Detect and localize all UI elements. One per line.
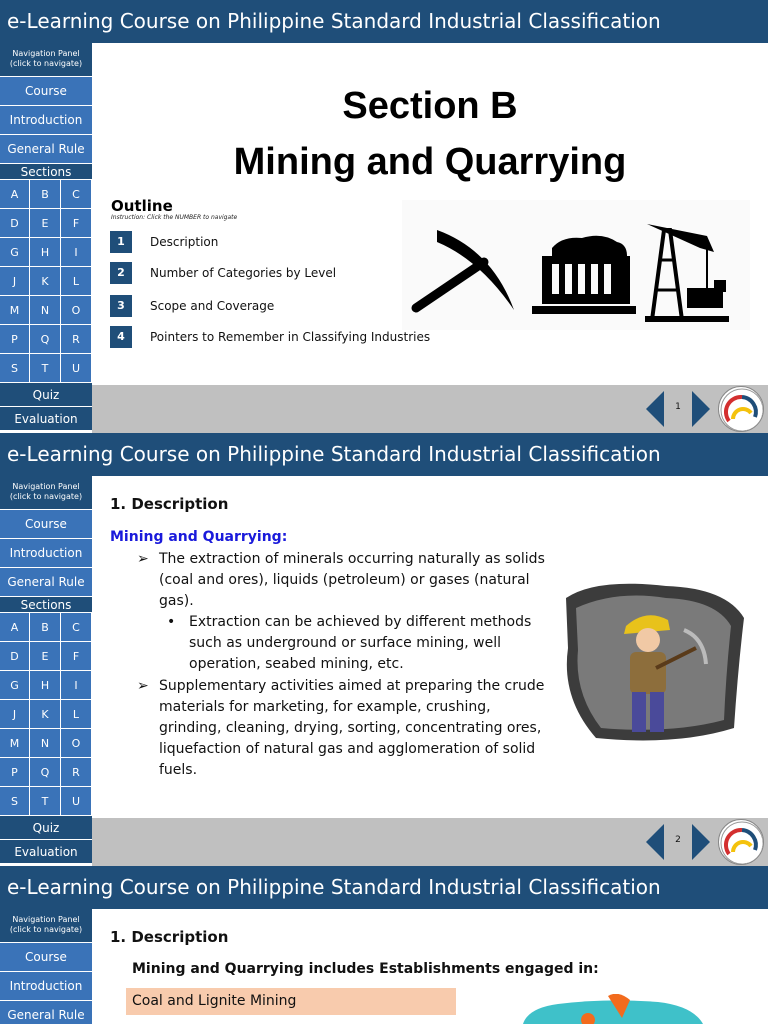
slide-2: [0, 433, 768, 866]
section-b-button[interactable]: B: [30, 613, 61, 642]
section-l-button[interactable]: L: [61, 267, 92, 296]
section-title: [92, 78, 768, 190]
section-e-button[interactable]: E: [30, 209, 61, 238]
nav-header-title: Navigation Panel: [12, 49, 80, 58]
section-s-button[interactable]: S: [0, 787, 30, 816]
dot-bullet-icon: •: [167, 614, 176, 630]
section-h-button[interactable]: H: [30, 671, 61, 700]
section-p-button[interactable]: P: [0, 325, 30, 354]
section-u-button[interactable]: U: [61, 354, 92, 383]
next-slide-arrow[interactable]: [692, 391, 710, 427]
section-letter-grid: [0, 180, 92, 383]
nav-course-button[interactable]: Course: [0, 77, 92, 106]
nav-quiz-button[interactable]: Quiz: [0, 383, 92, 407]
footer-bar: [92, 385, 768, 433]
nav-header-title: Navigation Panel: [12, 915, 80, 924]
nav-sections-label: Sections: [0, 597, 92, 613]
section-title-line2: Mining and Quarrying: [233, 141, 627, 183]
psa-logo: [718, 386, 764, 432]
description-heading: 1. Description: [110, 495, 229, 513]
section-j-button[interactable]: J: [0, 700, 30, 729]
section-e-button[interactable]: E: [30, 642, 61, 671]
section-r-button[interactable]: R: [61, 758, 92, 787]
course-title-bar: e-Learning Course on Philippine Standard Industrial Classification: [0, 433, 768, 476]
miner-illustration: [556, 578, 746, 748]
outline-number-3-button[interactable]: 3: [110, 295, 132, 317]
section-o-button[interactable]: O: [61, 729, 92, 758]
page-number: 2: [675, 835, 681, 845]
section-g-button[interactable]: G: [0, 671, 30, 700]
nav-header-hint: (click to navigate): [9, 925, 83, 934]
nav-header: [0, 476, 92, 510]
section-m-button[interactable]: M: [0, 729, 30, 758]
coal-lignite-item[interactable]: Coal and Lignite Mining: [126, 988, 456, 1015]
section-i-button[interactable]: I: [61, 671, 92, 700]
arrow-bullet-icon: ➢: [137, 551, 149, 567]
section-k-button[interactable]: K: [30, 700, 61, 729]
nav-introduction-button[interactable]: Introduction: [0, 972, 92, 1001]
section-letter-grid: [0, 613, 92, 816]
section-d-button[interactable]: D: [0, 209, 30, 238]
section-h-button[interactable]: H: [30, 238, 61, 267]
section-o-button[interactable]: O: [61, 296, 92, 325]
section-n-button[interactable]: N: [30, 296, 61, 325]
nav-quiz-button[interactable]: Quiz: [0, 816, 92, 840]
course-title-bar: e-Learning Course on Philippine Standard Industrial Classification: [0, 0, 768, 43]
mining-illustration-partial: [518, 994, 708, 1024]
section-t-button[interactable]: T: [30, 787, 61, 816]
outline-number-1-button[interactable]: 1: [110, 231, 132, 253]
section-p-button[interactable]: P: [0, 758, 30, 787]
mining-icons: [402, 200, 750, 330]
outline-number-2-button[interactable]: 2: [110, 262, 132, 284]
section-f-button[interactable]: F: [61, 642, 92, 671]
previous-slide-arrow[interactable]: [646, 391, 664, 427]
section-q-button[interactable]: Q: [30, 758, 61, 787]
nav-introduction-button[interactable]: Introduction: [0, 106, 92, 135]
section-c-button[interactable]: C: [61, 613, 92, 642]
page-number: 1: [675, 402, 681, 412]
nav-course-button[interactable]: Course: [0, 943, 92, 972]
outline-heading: Outline: [111, 197, 173, 215]
slide-3: [0, 866, 768, 1024]
sub-bullet-item: [167, 612, 547, 675]
section-f-button[interactable]: F: [61, 209, 92, 238]
nav-general-rule-button[interactable]: General Rule: [0, 568, 92, 597]
description-heading: 1. Description: [110, 928, 229, 946]
section-n-button[interactable]: N: [30, 729, 61, 758]
nav-introduction-button[interactable]: Introduction: [0, 539, 92, 568]
section-g-button[interactable]: G: [0, 238, 30, 267]
slide-1: [0, 0, 768, 433]
section-title-line1: Section B: [342, 85, 518, 127]
nav-header-hint: (click to navigate): [9, 492, 83, 501]
nav-header: [0, 43, 92, 77]
bullet-text: Supplementary activities aimed at preparing the crude materials for marketing, for example, crushing, grinding, cleaning, drying, sorting, concentrating ores, liquefaction of natural gas and agglomeration of solid fuels.: [159, 678, 545, 778]
section-a-button[interactable]: A: [0, 180, 30, 209]
navigation-panel: [0, 909, 92, 1024]
mine-cart-icon: [532, 236, 636, 314]
psa-logo: [718, 819, 764, 865]
nav-evaluation-button[interactable]: Evaluation: [0, 407, 92, 431]
previous-slide-arrow[interactable]: [646, 824, 664, 860]
nav-header: [0, 909, 92, 943]
course-title-bar: e-Learning Course on Philippine Standard Industrial Classification: [0, 866, 768, 909]
section-r-button[interactable]: R: [61, 325, 92, 354]
section-d-button[interactable]: D: [0, 642, 30, 671]
oil-pump-icon: [645, 224, 729, 322]
navigation-panel: [0, 43, 92, 431]
section-t-button[interactable]: T: [30, 354, 61, 383]
nav-header-hint: (click to navigate): [9, 59, 83, 68]
section-k-button[interactable]: K: [30, 267, 61, 296]
outline-item-label: Number of Categories by Level: [150, 266, 337, 280]
section-c-button[interactable]: C: [61, 180, 92, 209]
mining-quarrying-label: Mining and Quarrying:: [110, 529, 288, 545]
establishments-intro: Mining and Quarrying includes Establishments engaged in:: [132, 961, 599, 977]
next-slide-arrow[interactable]: [692, 824, 710, 860]
bullet-text: The extraction of minerals occurring naturally as solids (coal and ores), liquids (petroleum) or gases (natural gas).: [159, 551, 545, 609]
section-m-button[interactable]: M: [0, 296, 30, 325]
section-j-button[interactable]: J: [0, 267, 30, 296]
outline-item-label: Description: [150, 235, 219, 249]
section-a-button[interactable]: A: [0, 613, 30, 642]
bullet-item: [137, 676, 557, 781]
navigation-panel: [0, 476, 92, 864]
section-l-button[interactable]: L: [61, 700, 92, 729]
sub-bullet-text: Extraction can be achieved by different methods such as underground or surface mining, well operation, seabed mining, etc.: [189, 614, 532, 672]
pickaxe-icon: [416, 230, 514, 310]
nav-sections-label: Sections: [0, 164, 92, 180]
section-b-button[interactable]: B: [30, 180, 61, 209]
outline-item-label: Scope and Coverage: [150, 299, 275, 313]
nav-header-title: Navigation Panel: [12, 482, 80, 491]
nav-general-rule-button[interactable]: General Rule: [0, 135, 92, 164]
arrow-bullet-icon: ➢: [137, 678, 149, 694]
bullet-item: [137, 549, 557, 612]
nav-course-button[interactable]: Course: [0, 510, 92, 539]
footer-bar: [92, 818, 768, 866]
section-u-button[interactable]: U: [61, 787, 92, 816]
nav-evaluation-button[interactable]: Evaluation: [0, 840, 92, 864]
outline-number-4-button[interactable]: 4: [110, 326, 132, 348]
nav-general-rule-button[interactable]: General Rule: [0, 1001, 92, 1024]
outline-item-label: Pointers to Remember in Classifying Industries: [150, 330, 431, 344]
section-i-button[interactable]: I: [61, 238, 92, 267]
outline-instruction: Instruction: Click the NUMBER to navigate: [111, 214, 238, 221]
section-s-button[interactable]: S: [0, 354, 30, 383]
section-q-button[interactable]: Q: [30, 325, 61, 354]
